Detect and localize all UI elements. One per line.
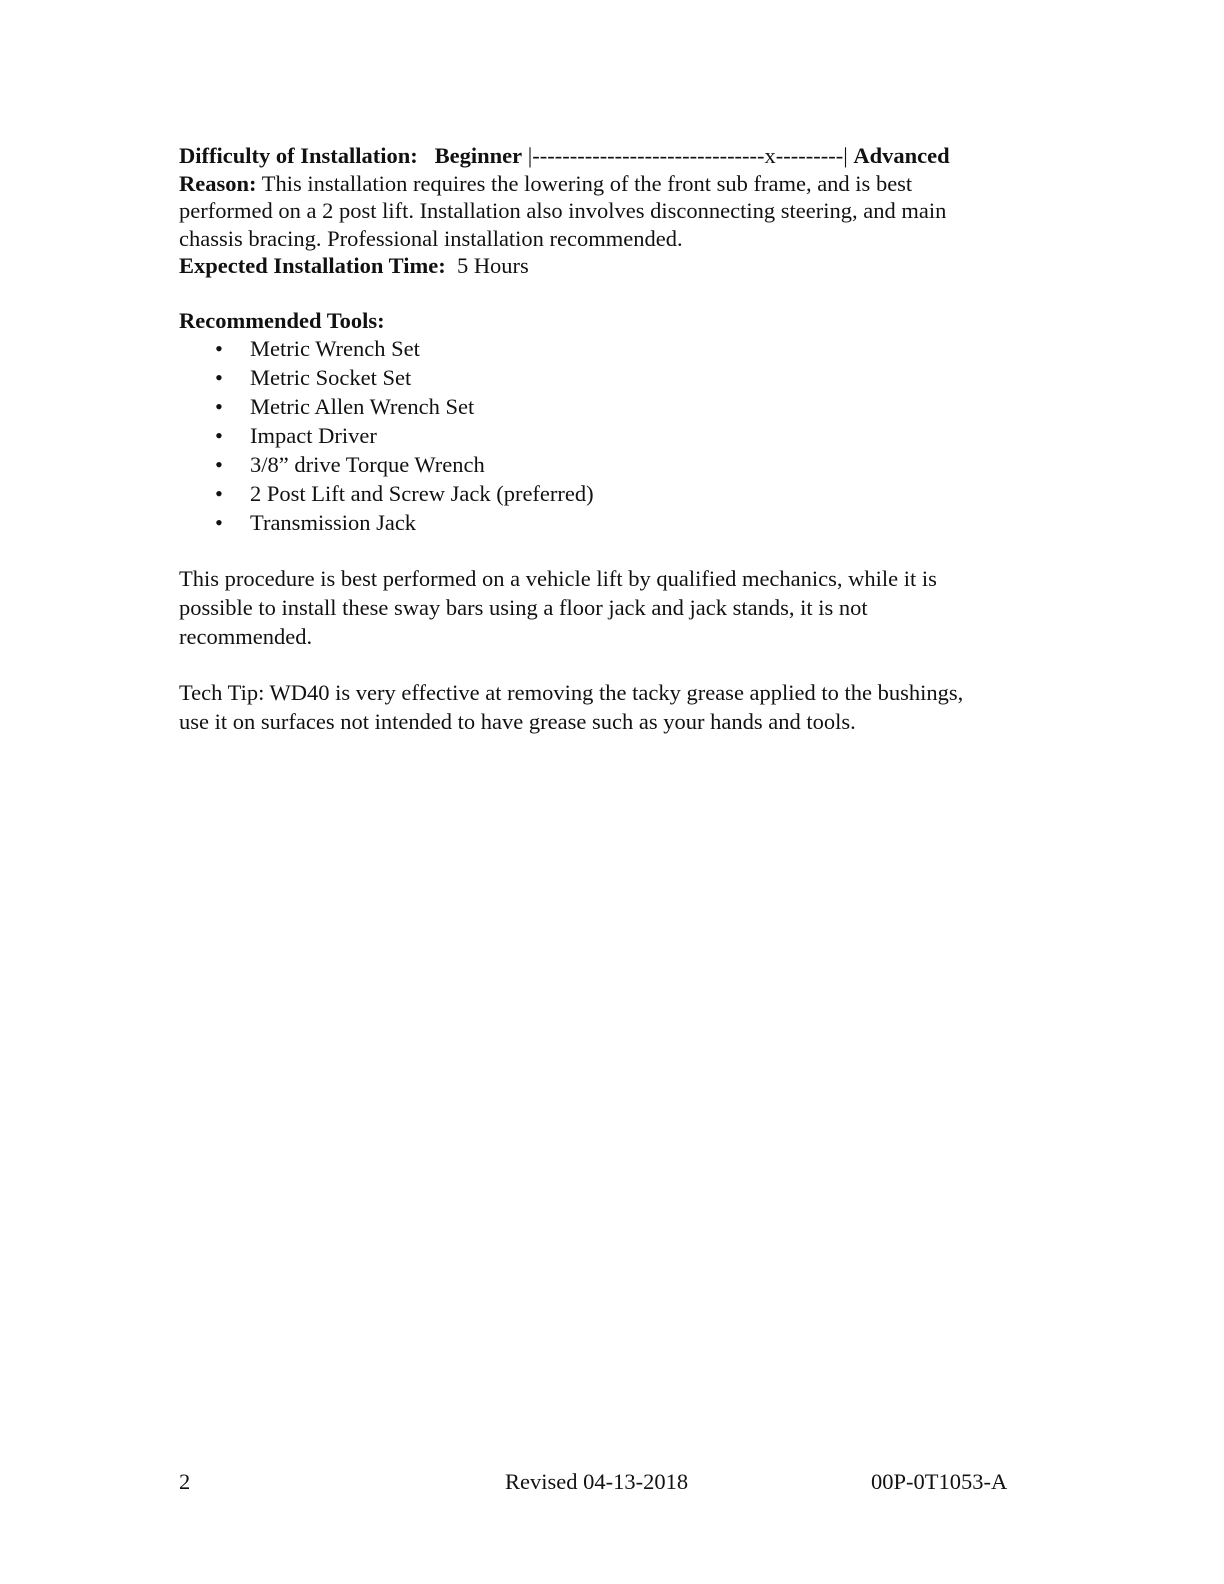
expected-time-value: 5 Hours [456,253,529,278]
tech-tip [179,678,1039,736]
tools-list [179,334,1039,537]
tool-name: 2 Post Lift and Screw Jack (preferred) [250,481,594,506]
difficulty-beginner: Beginner [434,143,523,168]
expected-time-line [179,252,1039,280]
reason-text-1: This installation requires the lowering of the front sub frame, and is best [261,170,913,196]
reason-line-2: performed on a 2 post lift. Installation also involves disconnecting steering, and main [179,198,947,223]
bullet-icon: • [215,510,223,535]
list-item [179,334,1039,363]
tech-tip-line-1: Tech Tip: WD40 is very effective at removing the tacky grease applied to the bushings, [179,680,964,705]
list-item [179,392,1039,421]
spacer [179,280,1039,307]
list-item [179,363,1039,392]
bullet-icon: • [215,423,223,448]
list-item [179,421,1039,450]
revision-date: Revised 04-13-2018 [505,1469,689,1494]
bullet-icon: • [215,336,223,361]
tool-name: Transmission Jack [250,510,417,535]
bullet-icon: • [215,481,223,506]
list-item [179,479,1039,508]
procedure-note [179,564,1039,651]
tool-name: Metric Wrench Set [250,336,420,361]
reason-label: Reason: [179,170,257,196]
tech-tip-line-2: use it on surfaces not intended to have grease such as your hands and tools. [179,709,856,734]
spacer [179,651,1039,678]
page-number: 2 [179,1469,191,1494]
tool-name: Metric Allen Wrench Set [250,394,475,419]
difficulty-line [179,142,1039,170]
tool-name: Impact Driver [250,423,377,448]
procedure-line-2: possible to install these sway bars using a floor jack and jack stands, it is not [179,595,868,620]
list-item [179,508,1039,537]
tool-name: 3/8” drive Torque Wrench [250,452,485,477]
bullet-icon: • [215,452,223,477]
list-item [179,450,1039,479]
bullet-icon: • [215,365,223,390]
page-content [179,142,1039,736]
procedure-line-1: This procedure is best performed on a vehicle lift by qualified mechanics, while it is [179,566,937,591]
difficulty-advanced: Advanced [853,143,950,168]
reason-line-1 [179,170,1039,198]
bullet-icon: • [215,394,223,419]
page-footer [0,1467,1224,1497]
spacer [179,537,1039,564]
difficulty-scale: |-------------------------------x---------| [527,143,848,168]
tool-name: Metric Socket Set [250,365,412,390]
document-number: 00P-0T1053-A [871,1469,1008,1494]
expected-time-label: Expected Installation Time: [179,253,446,278]
tools-heading: Recommended Tools: [179,307,385,333]
difficulty-label: Difficulty of Installation: [179,143,418,168]
reason-line-3: chassis bracing. Professional installation recommended. [179,225,683,251]
procedure-line-3: recommended. [179,624,313,649]
